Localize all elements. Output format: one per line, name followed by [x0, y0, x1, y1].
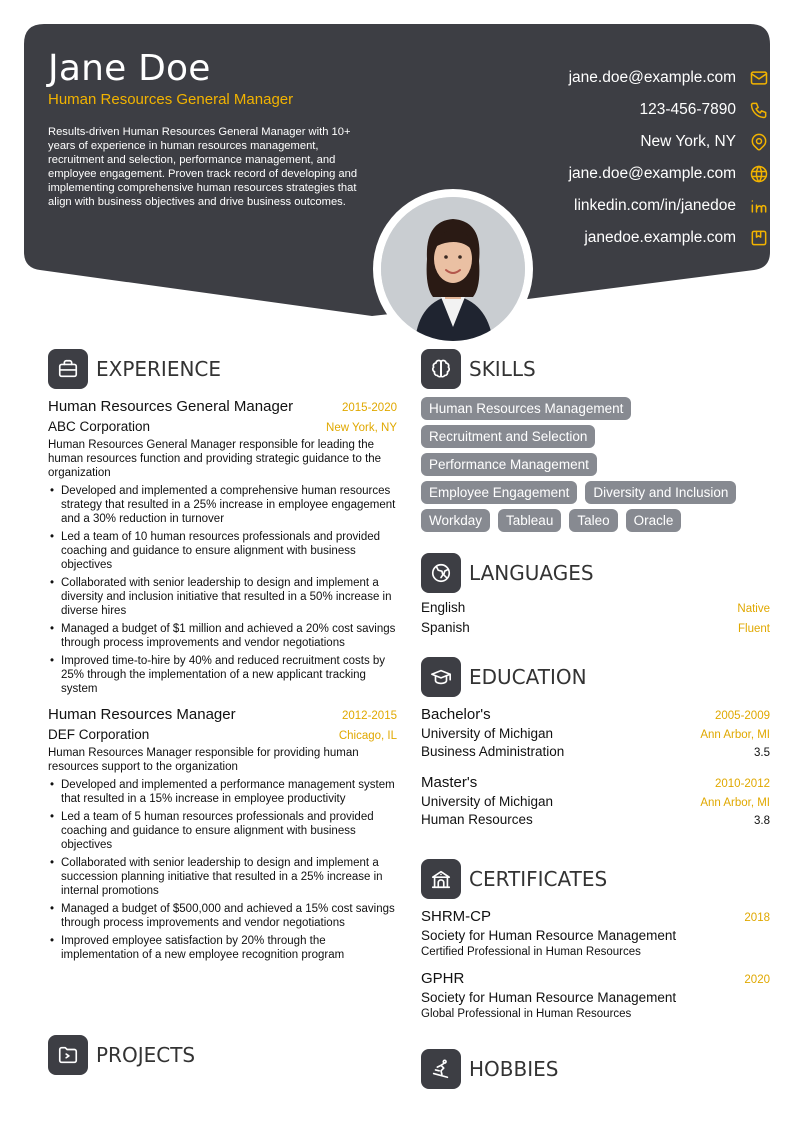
- language-level: Native: [737, 603, 770, 615]
- experience-heading: [48, 349, 221, 389]
- degree: Bachelor's: [421, 706, 491, 723]
- skill-tag: Human Resources Management: [421, 397, 631, 420]
- job-achievements: [48, 778, 397, 962]
- job-dates: 2015-2020: [342, 402, 397, 414]
- institution-icon: [421, 859, 461, 899]
- skier-icon: [421, 1049, 461, 1089]
- job-dates: 2012-2015: [342, 710, 397, 722]
- achievement-item: • Collaborated with senior leadership to design and implement a succession planning initiative that resulted in a 25% increase in internal promotions: [48, 856, 397, 898]
- hobbies-heading: [421, 1049, 558, 1089]
- certificate-entry: [421, 970, 770, 1020]
- certificates-list: [421, 908, 770, 1020]
- achievement-item: • Led a team of 10 human resources professionals and provided coaching and guidance to ensure alignment with business objectives: [48, 530, 397, 572]
- contact-email[interactable]: [430, 62, 770, 94]
- skill-tag: Diversity and Inclusion: [585, 481, 736, 504]
- language-level: Fluent: [738, 623, 770, 635]
- skills-heading: [421, 349, 536, 389]
- linkedin-icon: [748, 195, 770, 217]
- skills-title: SKILLS: [469, 357, 536, 381]
- skill-tag: Oracle: [626, 509, 682, 532]
- achievement-item: • Improved time-to-hire by 40% and reduced recruitment costs by 25% through the implementation of a new applicant tracking system: [48, 654, 397, 696]
- profile-photo: [381, 197, 525, 341]
- projects-heading: [48, 1035, 195, 1075]
- education-entry: [421, 774, 770, 827]
- contact-portfolio-text[interactable]: janedoe.example.com: [584, 229, 736, 246]
- job-description: Human Resources General Manager responsible for leading the human resources function and providing strategic guidance to the organization: [48, 439, 382, 479]
- education-entry: [421, 706, 770, 759]
- achievement-item: • Developed and implemented a performance management system that resulted in a 15% increase in employee productivity: [48, 778, 397, 806]
- skill-tag: Employee Engagement: [421, 481, 577, 504]
- achievement-item: • Led a team of 5 human resources professionals and provided coaching and guidance to ensure alignment with business objectives: [48, 810, 397, 852]
- skill-tag: Recruitment and Selection: [421, 425, 595, 448]
- skill-tag: Taleo: [569, 509, 617, 532]
- contact-location: [430, 126, 770, 158]
- languages-heading: [421, 553, 594, 593]
- certificate-name: GPHR: [421, 970, 465, 987]
- projects-title: PROJECTS: [96, 1043, 196, 1067]
- achievement-item: • Managed a budget of $1 million and achieved a 20% cost savings through process improvements and vendor negotiations: [48, 622, 397, 650]
- location-pin-icon: [748, 131, 770, 153]
- job-company: DEF Corporation: [48, 727, 150, 742]
- languages-title: LANGUAGES: [469, 561, 594, 585]
- certificates-title: CERTIFICATES: [469, 867, 608, 891]
- profile-photo-frame: [373, 189, 533, 349]
- globe-icon: [421, 553, 461, 593]
- school-location: Ann Arbor, MI: [700, 729, 770, 741]
- education-title: EDUCATION: [469, 665, 587, 689]
- job-title: Human Resources General Manager: [48, 398, 294, 415]
- certificate-description: Certified Professional in Human Resources: [421, 946, 641, 958]
- achievement-item: • Developed and implemented a comprehensive human resources strategy that resulted in a 25% increase in employee engagement and a 30% reduction in turnover: [48, 484, 397, 526]
- skill-tag: Tableau: [498, 509, 561, 532]
- certificate-issuer: Society for Human Resource Management: [421, 990, 677, 1005]
- brain-icon: [421, 349, 461, 389]
- field-of-study: Business Administration: [421, 744, 565, 759]
- contact-phone-text[interactable]: 123-456-7890: [639, 101, 736, 118]
- contact-phone[interactable]: [430, 94, 770, 126]
- education-dates: 2010-2012: [715, 778, 770, 790]
- contact-email-text[interactable]: jane.doe@example.com: [568, 69, 736, 86]
- graduation-cap-icon: [421, 657, 461, 697]
- achievement-item: • Improved employee satisfaction by 20% through the implementation of a new employee recognition program: [48, 934, 397, 962]
- candidate-name: Jane Doe: [48, 48, 211, 89]
- contact-location-text: New York, NY: [640, 133, 736, 150]
- profile-summary: Results-driven Human Resources General Manager with 10+ years of experience in human resources management, recruitment and selection, performance management, and employee engagement. Proven track record of developing and implementing comprehensive human resources strategies that align with business objectives and drive business outcomes.: [48, 126, 358, 208]
- language-name: Spanish: [421, 620, 470, 635]
- contact-linkedin-text[interactable]: linkedin.com/in/janedoe: [574, 197, 736, 214]
- education-list: [421, 706, 770, 827]
- job-description: Human Resources Manager responsible for providing human resources support to the organization: [48, 747, 359, 773]
- job-entry: [48, 706, 397, 962]
- certificate-name: SHRM-CP: [421, 908, 491, 925]
- skill-tag: Workday: [421, 509, 490, 532]
- contact-website[interactable]: [430, 158, 770, 190]
- certificate-year: 2020: [744, 974, 770, 986]
- certificate-issuer: Society for Human Resource Management: [421, 928, 677, 943]
- languages-list: [421, 600, 770, 640]
- achievement-item: • Managed a budget of $500,000 and achieved a 15% cost savings through process improvements and vendor negotiations: [48, 902, 397, 930]
- skill-tag: Performance Management: [421, 453, 597, 476]
- job-achievements: [48, 484, 397, 696]
- globe-icon: [748, 163, 770, 185]
- certificates-heading: [421, 859, 607, 899]
- degree: Master's: [421, 774, 478, 791]
- briefcase-icon: [48, 349, 88, 389]
- school-name: University of Michigan: [421, 794, 554, 809]
- phone-icon: [748, 99, 770, 121]
- mail-icon: [748, 67, 770, 89]
- job-entry: [48, 398, 397, 696]
- education-dates: 2005-2009: [715, 710, 770, 722]
- field-of-study: Human Resources: [421, 812, 533, 827]
- achievement-item: • Collaborated with senior leadership to design and implement a diversity and inclusion initiative that resulted in a 50% increase in diverse hires: [48, 576, 397, 618]
- gpa: 3.8: [754, 815, 770, 827]
- language-name: English: [421, 600, 466, 615]
- folder-icon: [48, 1035, 88, 1075]
- job-location: Chicago, IL: [338, 730, 397, 742]
- job-title: Human Resources Manager: [48, 706, 236, 723]
- bookmark-icon: [748, 227, 770, 249]
- experience-title: EXPERIENCE: [96, 357, 222, 381]
- job-title: Human Resources General Manager: [48, 91, 294, 108]
- school-location: Ann Arbor, MI: [700, 797, 770, 809]
- job-location: New York, NY: [326, 422, 397, 434]
- education-heading: [421, 657, 587, 697]
- hobbies-title: HOBBIES: [469, 1057, 559, 1081]
- gpa: 3.5: [754, 747, 770, 759]
- certificate-description: Global Professional in Human Resources: [421, 1008, 632, 1020]
- skills-list: [421, 397, 770, 537]
- experience-list: [48, 398, 397, 966]
- school-name: University of Michigan: [421, 726, 554, 741]
- certificate-year: 2018: [744, 912, 770, 924]
- job-company: ABC Corporation: [48, 419, 151, 434]
- contact-website-text[interactable]: jane.doe@example.com: [568, 165, 736, 182]
- language-row: [421, 620, 770, 640]
- certificate-entry: [421, 908, 770, 958]
- language-row: [421, 600, 770, 620]
